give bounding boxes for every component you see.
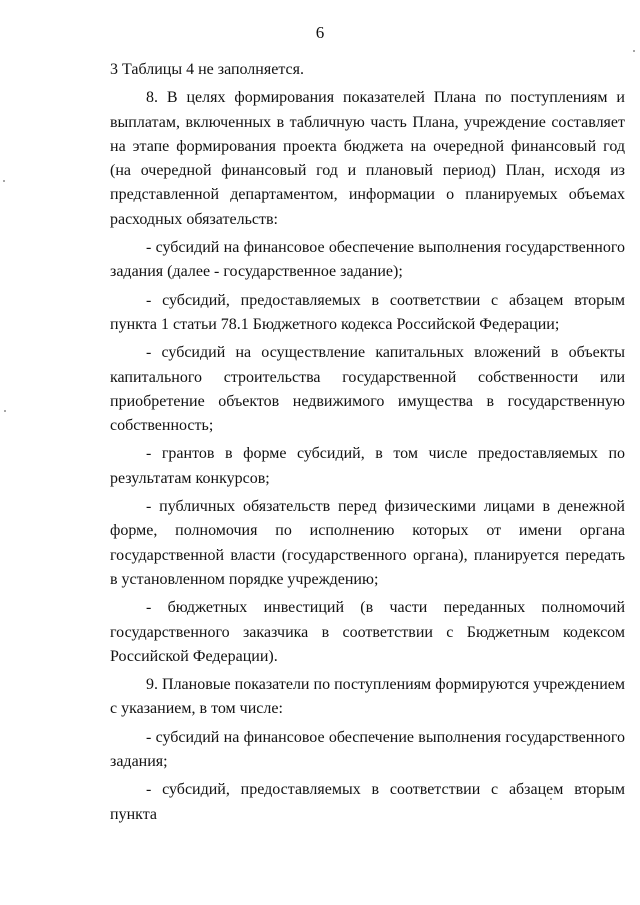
page-number: 6 — [315, 23, 325, 42]
paragraph-subsidy-state-task-2: - субсидий на финансовое обеспечение выполнения государственного задания; — [110, 728, 625, 771]
scan-speck — [3, 180, 5, 182]
paragraph-table4-note: 3 Таблицы 4 не заполняется. — [110, 61, 304, 78]
paragraph-subsidy-state-task: - субсидий на финансовое обеспечение выполнения государственного задания (далее - государственное задание); — [110, 239, 625, 281]
paragraph-grants: - грантов в форме субсидий, в том числе предоставляемых по результатам конкурсов; — [110, 445, 625, 487]
paragraph-item-8: 8. В целях формирования показателей Плана по поступлениям и выплатам, включенных в табличную часть Плана, учреждение составляет на этапе формирования проекта бюджета на очередной финансовый год (на очередной финансовый год и плановый период) План, исходя из представленной департаментом, информации о планируемых объемах расходных обязательств: — [110, 89, 625, 228]
paragraph-subsidy-article-78-1-continued: - субсидий, предоставляемых в соответствии с абзацем вторым пункта — [110, 781, 625, 823]
paragraph-subsidy-capital-investments: - субсидий на осуществление капитальных вложений в объекты капитального строительства государственной собственности или приобретение объектов недвижимого имущества в государственную собственность; — [110, 344, 625, 435]
paragraph-budget-investments: - бюджетных инвестиций (в части переданных полномочий государственного заказчика в соответствии с Бюджетным кодексом Российской Федерации). — [110, 599, 625, 665]
paragraph-public-obligations: - публичных обязательств перед физическими лицами в денежной форме, полномочия по исполнению которых от имени органа государственной власти (государственного органа), планируется передать в установленном порядке учреждению; — [110, 498, 625, 588]
scan-speck — [633, 50, 635, 52]
paragraph-item-9: 9. Плановые показатели по поступлениям формируются учреждением с указанием, в том числе: — [110, 676, 625, 718]
scan-speck — [550, 798, 552, 800]
paragraph-subsidy-article-78-1: - субсидий, предоставляемых в соответствии с абзацем вторым пункта 1 статьи 78.1 Бюджетного кодекса Российской Федерации; — [110, 291, 625, 333]
document-body — [110, 58, 625, 831]
scan-speck — [4, 410, 6, 412]
